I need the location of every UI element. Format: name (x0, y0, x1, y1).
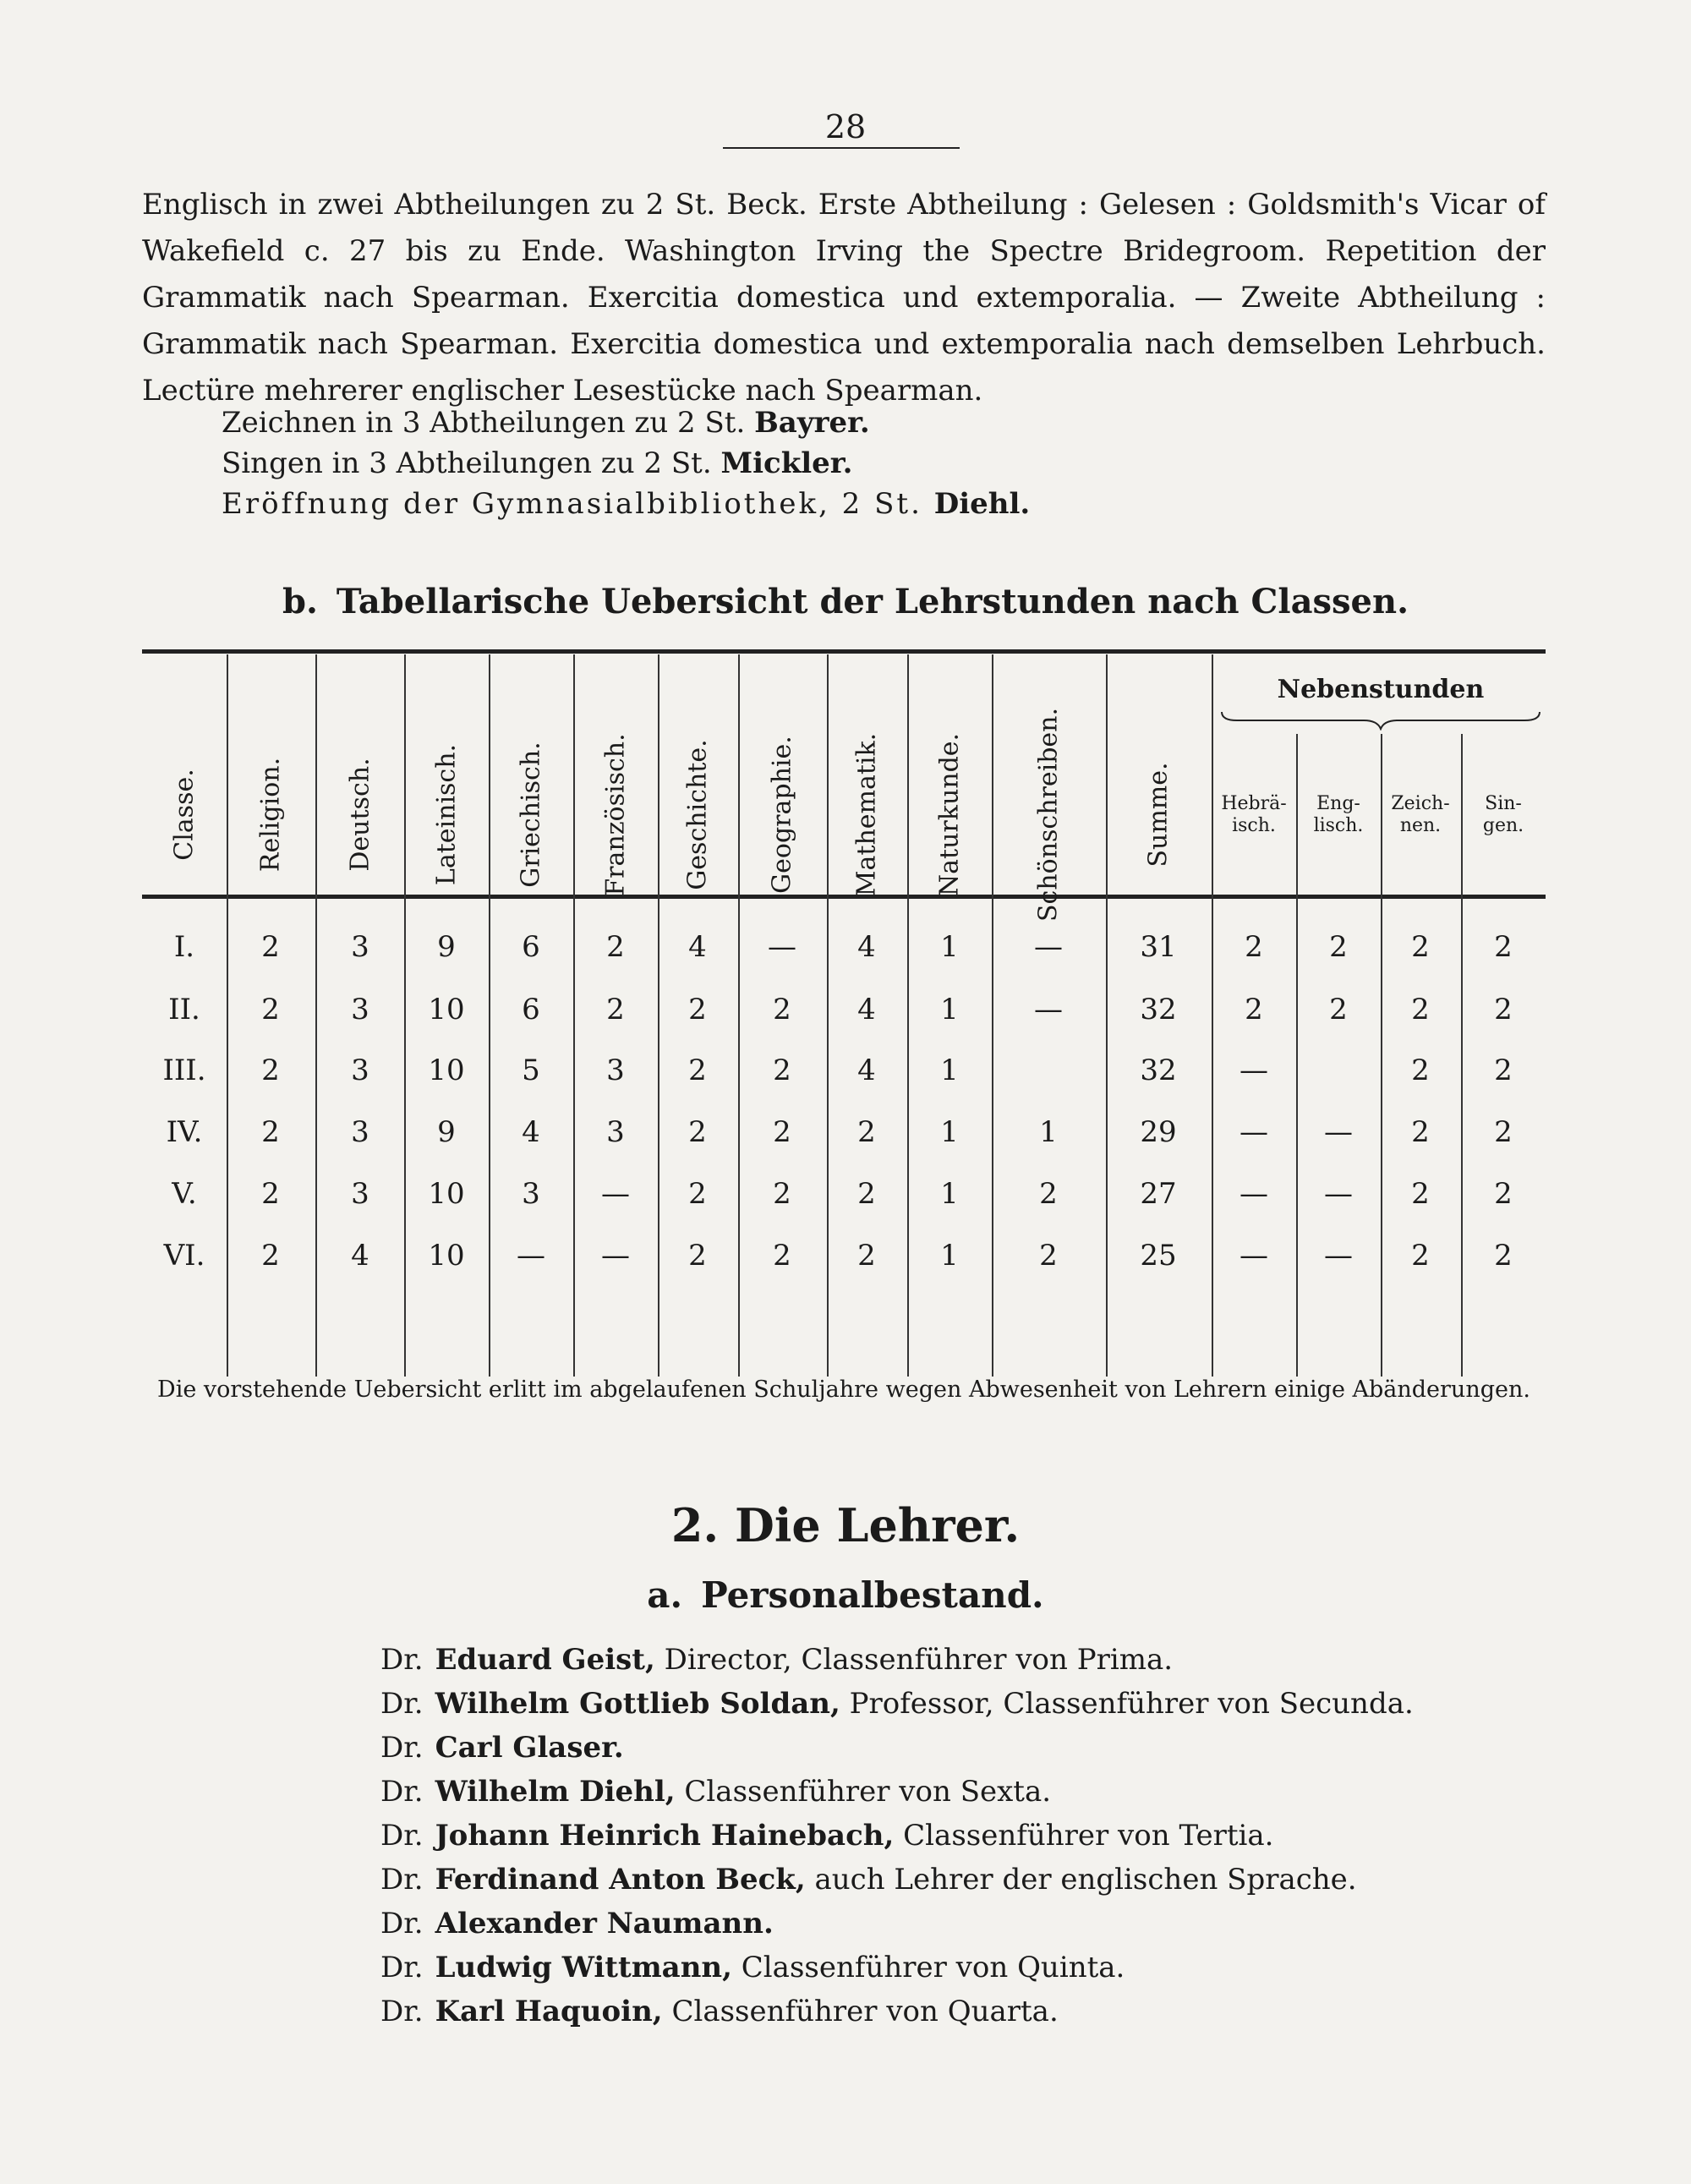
teacher-title: Dr. (380, 1907, 424, 1940)
table-cell: 2 (857, 1115, 876, 1149)
column-header-englisch (1314, 793, 1364, 837)
subsection-letter: a. (647, 1574, 683, 1616)
table-cell: 5 (522, 1054, 540, 1087)
table-header-rule (142, 895, 1546, 899)
table-cell: — (601, 1239, 630, 1273)
table-cell: — (1324, 1239, 1353, 1273)
table-row-label: I. (173, 930, 195, 964)
section-heading-lehrer: 2. Die Lehrer. (670, 1498, 1021, 1552)
table-cell: 2 (773, 1177, 791, 1211)
table-cell: 2 (261, 1054, 280, 1087)
table-cell: 4 (857, 993, 876, 1026)
column-divider (404, 654, 406, 1377)
teacher-entry (380, 1946, 1125, 1989)
sub-head-line: Zeich- (1391, 793, 1450, 814)
table-cell: 1 (940, 1115, 959, 1149)
teacher-role: Classenführer von Tertia. (894, 1819, 1274, 1853)
column-header-griechisch: Griechisch. (516, 742, 546, 888)
table-cell: — (1034, 993, 1063, 1026)
table-cell: 31 (1140, 930, 1177, 964)
table-cell: 1 (940, 1177, 959, 1211)
table-cell: 2 (857, 1239, 876, 1273)
column-divider (827, 654, 829, 1377)
teacher-role: Director, Classenführer von Prima. (654, 1643, 1174, 1677)
column-header-religion: Religion. (255, 757, 286, 873)
table-cell: 2 (1494, 1239, 1513, 1273)
teacher-name: Carl Glaser. (435, 1731, 624, 1765)
table-cell: 2 (773, 1054, 791, 1087)
table-cell: 2 (1411, 1115, 1430, 1149)
sub-head-line: nen. (1399, 815, 1442, 836)
column-divider (992, 654, 993, 1377)
column-header-classe: Classe. (169, 769, 200, 861)
teacher-name: Wilhelm Diehl, (435, 1775, 676, 1809)
table-cell: 1 (940, 1054, 959, 1087)
teacher-entry (380, 1902, 774, 1945)
table-cell: 2 (261, 993, 280, 1026)
teacher-title: Dr. (380, 1731, 424, 1765)
table-cell: 2 (688, 1177, 707, 1211)
teacher-name: Johann Heinrich Hainebach, (435, 1819, 895, 1853)
table-cell: 4 (857, 1054, 876, 1087)
table-row-label: III. (162, 1054, 206, 1087)
column-header-naturkunde: Naturkunde. (934, 732, 965, 897)
teacher-name: Wilhelm Gottlieb Soldan, (435, 1687, 840, 1721)
column-divider (489, 654, 490, 1377)
column-header-lateinisch: Lateinisch. (431, 743, 462, 886)
table-cell: — (1034, 930, 1063, 964)
teacher-title: Dr. (380, 1775, 424, 1809)
page-number: 28 (824, 108, 867, 145)
table-cell: 32 (1140, 1054, 1177, 1087)
table-cell: 2 (688, 1115, 707, 1149)
table-cell: — (768, 930, 796, 964)
table-cell: 1 (940, 930, 959, 964)
table-cell: 3 (351, 1177, 369, 1211)
table-cell: 2 (1494, 993, 1513, 1026)
teacher-title: Dr. (380, 1643, 424, 1677)
table-cell: 32 (1140, 993, 1177, 1026)
teacher-name: Ferdinand Anton Beck, (435, 1863, 806, 1897)
table-cell: 2 (688, 1239, 707, 1273)
sub-head-line: Hebrä- (1221, 793, 1287, 814)
table-cell: 3 (606, 1054, 625, 1087)
table-cell: — (1240, 1115, 1268, 1149)
table-cell: 2 (688, 1054, 707, 1087)
table-cell: 3 (351, 993, 369, 1026)
table-cell: 3 (351, 1115, 369, 1149)
table-cell: 2 (261, 1115, 280, 1149)
teacher-entry (380, 1858, 1357, 1901)
teacher-role: Classenführer von Quinta. (731, 1951, 1125, 1984)
table-cell: 6 (522, 930, 540, 964)
table-cell: 2 (1039, 1239, 1058, 1273)
table-cell: 3 (351, 1054, 369, 1087)
subject-library (222, 483, 1030, 525)
table-cell: 2 (1411, 993, 1430, 1026)
table-cell: — (517, 1239, 545, 1273)
table-cell: — (1240, 1054, 1268, 1087)
column-header-hebraeisch (1221, 793, 1286, 837)
table-heading-title: Tabellarische Uebersicht der Lehrstunden nach Classen. (336, 582, 1409, 621)
column-header-zeichnen (1391, 793, 1449, 837)
table-cell: — (1240, 1177, 1268, 1211)
table-cell: 2 (1329, 930, 1348, 964)
teacher-entry (380, 1639, 1173, 1681)
table-cell: 2 (261, 1177, 280, 1211)
column-header-singen (1483, 793, 1524, 837)
table-cell: 2 (773, 1115, 791, 1149)
subject-singing (222, 442, 852, 484)
subsection-title: Personalbestand. (701, 1574, 1044, 1616)
table-cell: 2 (773, 1239, 791, 1273)
table-cell: 2 (1494, 1054, 1513, 1087)
table-cell: 2 (261, 930, 280, 964)
header-rule (723, 147, 960, 149)
table-top-rule (142, 649, 1546, 654)
teacher-entry (380, 1727, 624, 1769)
table-cell: — (1240, 1239, 1268, 1273)
column-header-geographie: Geographie. (767, 736, 797, 894)
table-cell: 2 (606, 930, 625, 964)
sub-head-line: Eng- (1316, 793, 1360, 814)
teacher-name: Eduard Geist, (435, 1643, 655, 1677)
column-header-franzoesisch: Französisch. (600, 733, 631, 896)
table-cell: 2 (688, 993, 707, 1026)
column-divider (1381, 734, 1382, 1377)
table-cell: 2 (1039, 1177, 1058, 1211)
column-divider (907, 654, 909, 1377)
column-header-deutsch: Deutsch. (345, 758, 375, 872)
table-heading-letter: b. (282, 582, 318, 621)
column-divider (227, 654, 228, 1377)
table-row-label: II. (168, 993, 200, 1026)
column-header-mathematik: Mathematik. (851, 732, 882, 897)
teacher-entry (380, 1815, 1273, 1857)
table-cell: 2 (1329, 993, 1348, 1026)
table-cell: 2 (606, 993, 625, 1026)
column-divider (658, 654, 659, 1377)
table-cell: 27 (1140, 1177, 1177, 1211)
table-cell: 10 (428, 1177, 465, 1211)
table-row-label: V. (172, 1177, 197, 1211)
teacher-name: Karl Haquoin, (435, 1995, 663, 2028)
table-cell: 4 (857, 930, 876, 964)
table-cell: 10 (428, 993, 465, 1026)
table-cell: 10 (428, 1054, 465, 1087)
sub-head-line: Sin- (1485, 793, 1522, 814)
teacher-role: Professor, Classenführer von Secunda. (840, 1687, 1414, 1721)
table-cell: 1 (940, 993, 959, 1026)
column-divider (1212, 654, 1213, 1377)
sub-head-line: isch. (1232, 815, 1276, 836)
sub-head-line: lisch. (1313, 815, 1364, 836)
subsection-heading-personalbestand (0, 1574, 1691, 1616)
table-cell: 3 (351, 930, 369, 964)
subject-drawing (222, 402, 870, 444)
table-cell: 2 (1494, 1115, 1513, 1149)
column-divider (315, 654, 317, 1377)
table-cell: 29 (1140, 1115, 1177, 1149)
table-cell: 2 (857, 1177, 876, 1211)
column-divider (1296, 734, 1298, 1377)
nebenstunden-label: Nebenstunden (1277, 675, 1485, 704)
teacher-entry (380, 1771, 1051, 1813)
table-cell: 4 (688, 930, 707, 964)
column-divider (1106, 654, 1108, 1377)
table-cell: — (1324, 1115, 1353, 1149)
table-cell: 1 (1039, 1115, 1058, 1149)
column-divider (738, 654, 740, 1377)
table-cell: 3 (606, 1115, 625, 1149)
column-divider (1461, 734, 1463, 1377)
teacher-entry (380, 1990, 1059, 2033)
column-header-geschichte: Geschichte. (682, 739, 713, 890)
table-cell: 2 (1494, 1177, 1513, 1211)
teacher-title: Dr. (380, 1951, 424, 1984)
table-cell: 2 (1245, 993, 1263, 1026)
subject-text: Zeichnen in 3 Abtheilungen zu 2 St. (222, 406, 755, 440)
table-cell: 2 (261, 1239, 280, 1273)
column-header-schoenschreiben: Schönschreiben. (1033, 707, 1064, 922)
column-header-summe: Summe. (1143, 762, 1174, 868)
column-divider (573, 654, 575, 1377)
table-cell: — (1324, 1177, 1353, 1211)
table-cell: 3 (522, 1177, 540, 1211)
teacher-title: Dr. (380, 1863, 424, 1897)
table-cell: 1 (940, 1239, 959, 1273)
table-cell: 6 (522, 993, 540, 1026)
table-note: Die vorstehende Uebersicht erlitt im abgelaufenen Schuljahre wegen Abwesenheit von Lehrern einige Abänderungen. (157, 1377, 1530, 1403)
sub-head-line: gen. (1482, 815, 1524, 836)
table-cell: 9 (437, 1115, 456, 1149)
teacher-name: Alexander Naumann. (435, 1907, 774, 1940)
table-cell: 2 (1245, 930, 1263, 964)
table-cell: 2 (1411, 930, 1430, 964)
brace-icon (1220, 710, 1541, 731)
table-cell: 2 (1411, 1239, 1430, 1273)
teacher-title: Dr. (380, 1687, 424, 1721)
table-cell: 4 (522, 1115, 540, 1149)
table-heading (0, 582, 1691, 621)
subject-teacher: Diehl. (933, 487, 1031, 521)
table-cell: 10 (428, 1239, 465, 1273)
table-cell: 2 (773, 993, 791, 1026)
subject-teacher: Mickler. (720, 446, 853, 480)
lesson-table (142, 649, 1546, 1377)
table-cell: 9 (437, 930, 456, 964)
table-cell: 4 (351, 1239, 369, 1273)
teacher-role: auch Lehrer der englischen Sprache. (805, 1863, 1357, 1897)
subject-teacher: Bayrer. (754, 406, 870, 440)
table-cell: — (601, 1177, 630, 1211)
table-cell: 2 (1411, 1054, 1430, 1087)
table-cell: 2 (1494, 930, 1513, 964)
teacher-title: Dr. (380, 1995, 424, 2028)
table-row-label: VI. (163, 1239, 205, 1273)
teacher-role: Classenführer von Sexta. (675, 1775, 1052, 1809)
teacher-name: Ludwig Wittmann, (435, 1951, 732, 1984)
subject-text: Eröffnung der Gymnasialbibliothek, 2 St. (222, 487, 934, 521)
table-row-label: IV. (166, 1115, 203, 1149)
teacher-entry (380, 1683, 1414, 1725)
subject-text: Singen in 3 Abtheilungen zu 2 St. (222, 446, 721, 480)
teacher-title: Dr. (380, 1819, 424, 1853)
table-cell: 2 (1411, 1177, 1430, 1211)
english-section-paragraph: Englisch in zwei Abtheilungen zu 2 St. Beck. Erste Abtheilung : Gelesen : Goldsmith's Vicar of Wakefield c. 27 bis zu Ende. Washington Irving the Spectre Bridegroom. Repetition der Grammatik nach Spearman. Exercitia domestica und extemporalia. — Zweite Abtheilung : Grammatik nach Spearman. Exercitia domestica und extemporalia nach demselben Lehrbuch. Lectüre mehrerer englischer Lesestücke nach Spearman. (142, 188, 1546, 408)
table-cell: 25 (1140, 1239, 1177, 1273)
teacher-role: Classenführer von Quarta. (662, 1995, 1059, 2028)
